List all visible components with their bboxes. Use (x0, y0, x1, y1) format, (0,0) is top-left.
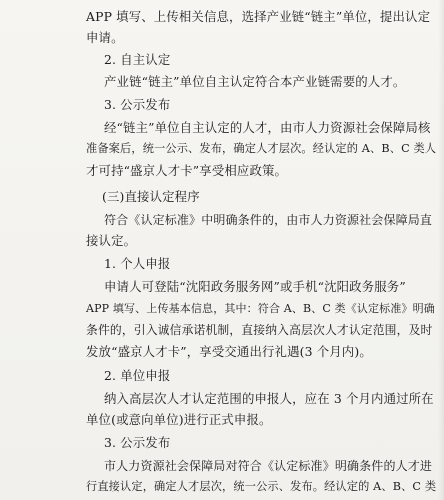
section-heading: 3. 公示发布 (104, 435, 171, 450)
text-line: 才可持“盛京人才卡”享受相应政策。 (86, 163, 288, 178)
text-line: 行直接认定，确定人才层次，统一公示、发布。经认定的 A、B、C 类 (86, 480, 437, 493)
text-line: 单位(或意向单位)进行正式申报。 (86, 412, 272, 427)
text-line: 申请。 (86, 30, 124, 45)
page-edge-shadow (438, 0, 444, 500)
text-line: 市人力资源社会保障局对符合《认定标准》明确条件的人才进 (104, 459, 433, 473)
text-line: 准备案后，统一公示、发布，确定人才层次。经认定的 A、B、C 类人 (86, 142, 437, 155)
section-heading: 3. 公示发布 (104, 97, 171, 112)
text-line: APP 填写、上传相关信息，选择产业链“链主”单位，提出认定 (86, 9, 431, 24)
section-heading: 1. 个人申报 (104, 256, 171, 271)
text-line: 产业链“链主”单位自主认定符合本产业链需要的人才。 (104, 74, 406, 89)
text-line: 经“链主”单位自主认定的人才，由市人力资源社会保障局核 (104, 120, 431, 135)
text-line: 符合《认定标准》中明确条件的，由市人力资源社会保障局直 (104, 213, 433, 227)
text-line: 条件的，引入诚信承诺机制，直接纳入高层次人才认定范围，及时 (86, 323, 433, 337)
section-heading: (三)直接认定程序 (102, 189, 200, 204)
text-line: 申请人可登陆“沈阳政务服务网”或手机“沈阳政务服务” (104, 279, 406, 294)
text-line: 发放“盛京人才卡”，享受交通出行礼遇(3 个月内)。 (86, 344, 372, 359)
section-heading: 2. 自主认定 (104, 52, 171, 67)
text-line: 纳入高层次人才认定范围的申报人，应在 3 个月内通过所在 (104, 391, 434, 406)
section-heading: 2. 单位申报 (104, 368, 171, 383)
text-line: 接认定。 (86, 233, 137, 248)
text-line: APP 填写、上传基本信息，其中：符合 A、B、C 类《认定标准》明确 (86, 302, 435, 315)
